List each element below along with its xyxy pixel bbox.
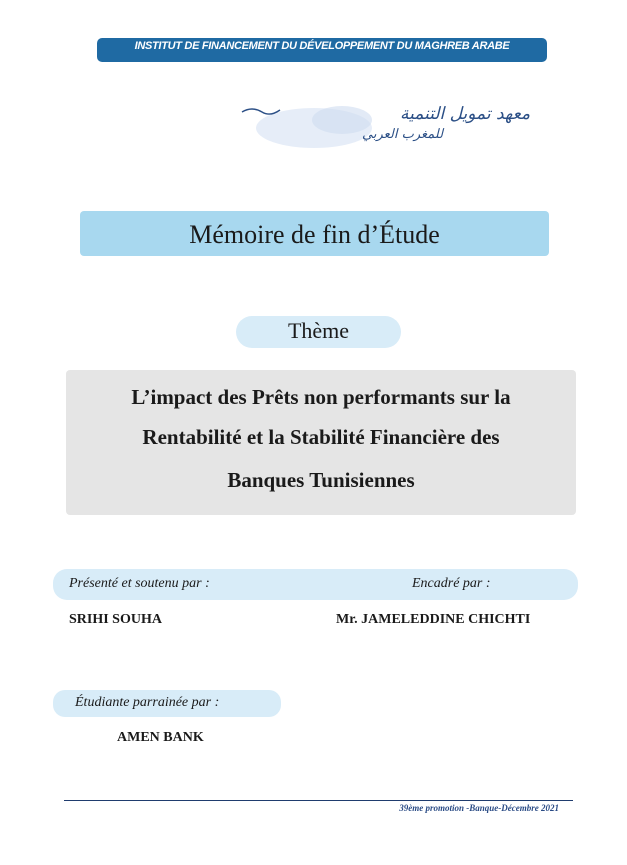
document-type: Mémoire de fin d’Étude [189, 220, 440, 249]
institute-banner [97, 38, 547, 62]
footer-promotion: 39ème promotion -Banque-Décembre 2021 [399, 803, 559, 813]
document-type-banner [80, 211, 549, 256]
footer-divider [64, 800, 573, 801]
subject-line-3: Banques Tunisiennes [227, 468, 415, 492]
supervised-label: Encadré par : [412, 576, 491, 591]
institute-logo [222, 96, 531, 152]
subject-box [66, 370, 576, 515]
logo-arabic-line-1: معهد تمويل التنمية [400, 104, 531, 124]
logo-arabic-line-2: للمغرب العربي [362, 127, 444, 142]
theme-label: Thème [287, 318, 350, 343]
sponsor-name: AMEN BANK [117, 730, 204, 745]
sponsor-label: Étudiante parrainée par : [75, 695, 220, 710]
supervisor-name: Mr. JAMELEDDINE CHICHTI [336, 612, 531, 627]
presented-label: Présenté et soutenu par : [69, 576, 210, 591]
subject-line-2: Rentabilité et la Stabilité Financière des [142, 425, 500, 449]
institute-name: INSTITUT DE FINANCEMENT DU DÉVELOPPEMENT DU MAGHREB ARABE [134, 40, 510, 52]
subject-line-1: L’impact des Prêts non performants sur la [131, 385, 511, 409]
theme-pill [236, 316, 401, 348]
student-name: SRIHI SOUHA [69, 612, 162, 627]
